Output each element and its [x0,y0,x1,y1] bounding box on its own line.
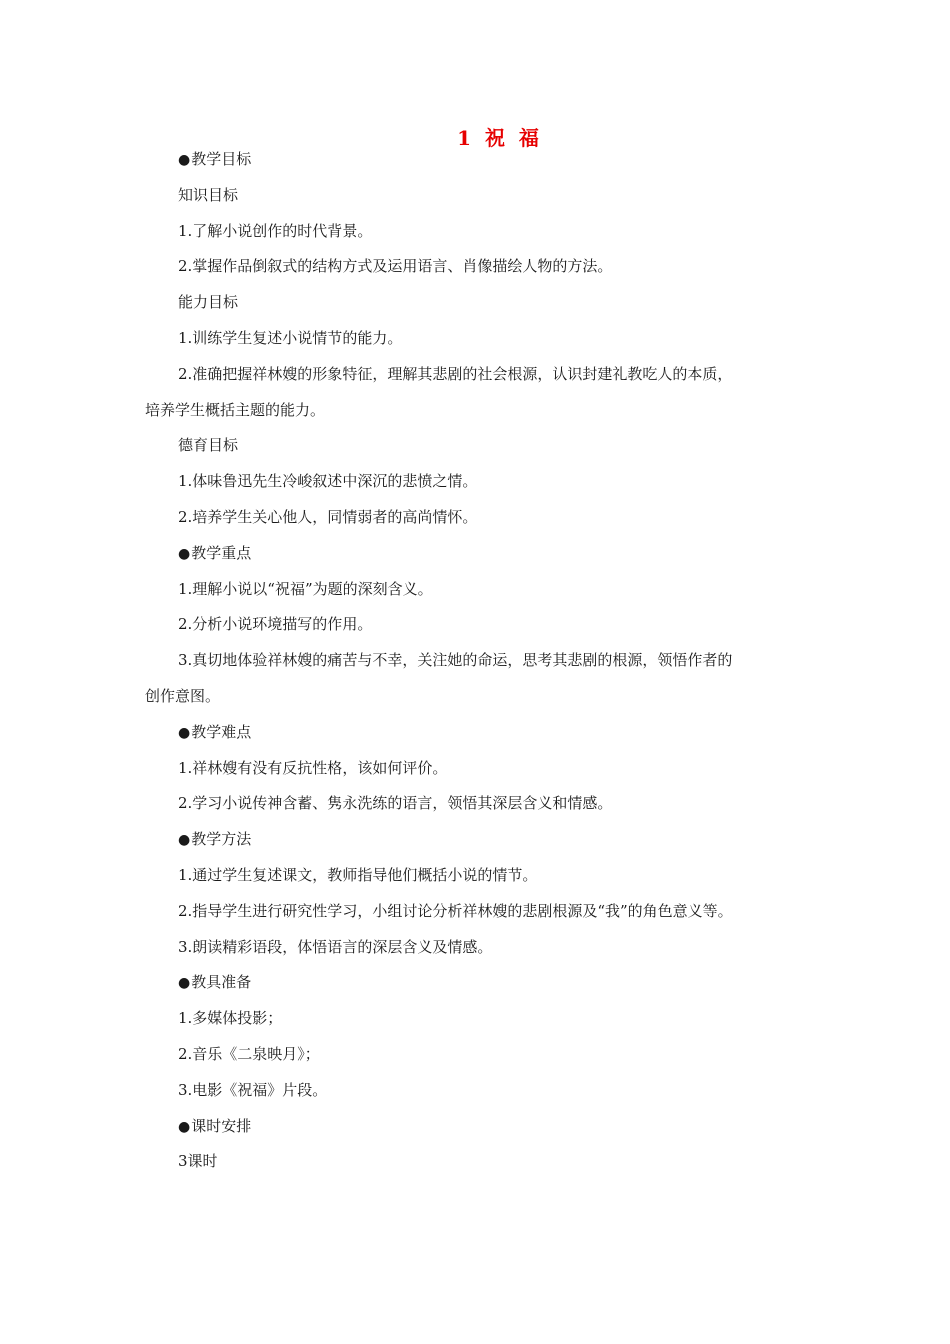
subheading-moral-goals: 德育目标 [178,436,239,455]
section-heading-key-points: ● 教学重点 [145,542,810,564]
key-point-1: 1.理解小说以“祝福”为题的深刻含义。 [178,579,433,598]
moral-goal-2: 2.培养学生关心他人，同情弱者的高尚情怀。 [178,507,478,526]
difficulty-2: 2.学习小说传神含蓄、隽永洗练的语言，领悟其深层含义和情感。 [178,794,613,813]
section-heading-difficulties: ● 教学难点 [145,721,810,743]
key-point-2: 2.分析小说环境描写的作用。 [178,615,373,634]
ability-goal-2-continued: 培养学生概括主题的能力。 [145,400,326,419]
section-heading-schedule: ● 课时安排 [145,1115,810,1137]
section-heading-methods: ● 教学方法 [145,828,810,850]
document-body [145,148,810,1186]
teaching-aid-2: 2.音乐《二泉映月》； [178,1044,320,1063]
key-point-3-continued: 创作意图。 [145,686,221,705]
section-heading-teaching-goals: ● 教学目标 [145,148,810,170]
ability-goal-1: 1.训练学生复述小说情节的能力。 [178,328,403,347]
difficulty-1: 1.祥林嫂有没有反抗性格，该如何评价。 [178,758,448,777]
key-point-3: 3.真切地体验祥林嫂的痛苦与不幸，关注她的命运，思考其悲剧的根源，领悟作者的 [178,651,733,670]
schedule-1: 3课时 [178,1152,218,1171]
method-1: 1.通过学生复述课文，教师指导他们概括小说的情节。 [178,865,538,884]
subheading-ability-goals: 能力目标 [178,293,239,312]
section-heading-teaching-aids: ● 教具准备 [145,971,810,993]
ability-goal-2: 2.准确把握祥林嫂的形象特征，理解其悲剧的社会根源，认识封建礼教吃人的本质， [178,364,733,383]
method-2: 2.指导学生进行研究性学习，小组讨论分析祥林嫂的悲剧根源及“我”的角色意义等。 [178,901,733,920]
moral-goal-1: 1.体味鲁迅先生冷峻叙述中深沉的悲愤之情。 [178,472,478,491]
knowledge-goal-1: 1.了解小说创作的时代背景。 [178,221,373,240]
method-3: 3.朗读精彩语段，体悟语言的深层含义及情感。 [178,937,493,956]
document-title: 1 祝 福 [457,126,539,150]
knowledge-goal-2: 2.掌握作品倒叙式的结构方式及运用语言、肖像描绘人物的方法。 [178,257,613,276]
subheading-knowledge-goals: 知识目标 [178,185,239,204]
teaching-aid-3: 3.电影《祝福》片段。 [178,1080,328,1099]
teaching-aid-1: 1.多媒体投影； [178,1009,283,1028]
